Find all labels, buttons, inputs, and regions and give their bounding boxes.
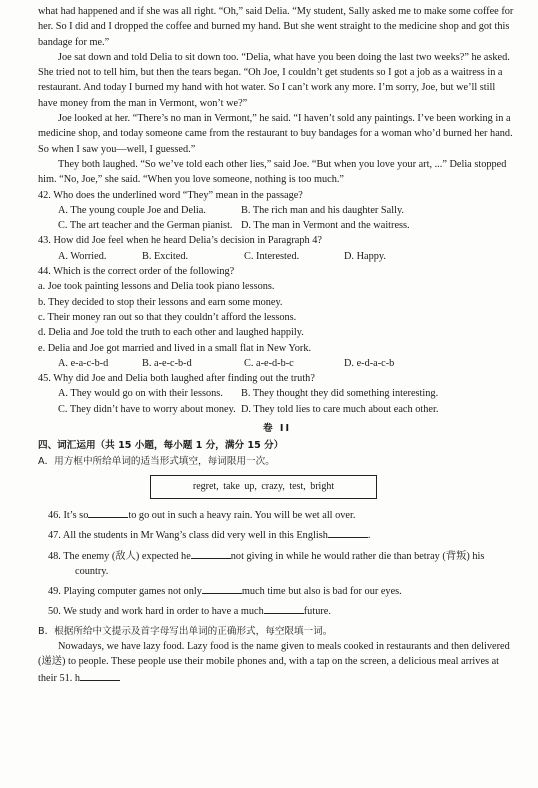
question-42-option-a: A. The young couple Joe and Delia. — [58, 204, 206, 216]
fill-item-47 — [38, 527, 516, 543]
fill-46-number: 46. — [48, 509, 61, 521]
question-44-stem: 44. Which is the correct order of the following? — [38, 266, 235, 278]
question-42-options-row-1 — [38, 203, 516, 218]
section-title: 卷 II — [262, 423, 292, 435]
fill-46-blank[interactable] — [88, 507, 128, 518]
question-44-option-d: D. e-d-a-c-b — [344, 357, 395, 369]
passage-paragraph-3: Joe looked at her. “There’s no man in Vermont,” he said. “I haven’t sold any paintings. I’ve been working in a medicine shop, and today someone came from the restaurant to buy bandages for a woman who’d burned her hand. So when I saw you—well, I guessed.” — [38, 113, 513, 155]
question-44-event-e: e. Delia and Joe got married and lived in a small flat in New York. — [38, 342, 312, 354]
fill-item-46 — [38, 507, 516, 523]
question-44-event-b: b. They decided to stop their lessons and earn some money. — [38, 296, 283, 308]
fill-48-number: 48. — [48, 550, 61, 562]
fill-item-49 — [38, 583, 516, 599]
question-44-event-d: d. Delia and Joe told the truth to each other and laughed happily. — [38, 327, 304, 339]
part-a-instruction: A．用方框中所给单词的适当形式填空，每词限用一次。 — [38, 455, 275, 467]
fill-48-text-after: not giving in while he would rather die than betray (背叛) his — [230, 550, 485, 562]
question-44-option-b: B. a-e-c-b-d — [142, 357, 192, 369]
part-four-heading-text: 四、词汇运用（共 15 小题，每小题 1 分，满分 15 分） — [38, 440, 284, 452]
passage-paragraph-2: Joe sat down and told Delia to sit down too. “Delia, what have you been doing the last two weeks?” he asked. She tried not to tell him, but then the tears began. “Oh Joe, I couldn’t get students so I got a job as a waitress in a restaurant. And today I burned my hand with hot water. So I can’t work any more. I’m sorry, Joe, but we’ll still have money from the man in Vermont, won’t we?” — [38, 51, 510, 109]
fill-47-text-before: All the students in Mr Wang’s class did very well in this English — [62, 530, 328, 542]
fill-46-text-before: It’s so — [63, 509, 89, 521]
question-45-option-d: D. They told lies to care much about each other. — [241, 403, 439, 415]
passage-paragraph-1: what had happened and if she was all right. “Oh,” said Delia. “My student, Sally asked me to make some coffee for her. So I did and I dropped the coffee and burned my hand. But she went straight to the medicine shop and got this bandage for me.” — [38, 6, 514, 48]
question-45-option-b: B. They thought they did something interesting. — [241, 388, 439, 400]
fill-50-number: 50. — [48, 606, 61, 618]
question-43-option-a: A. Worried. — [58, 250, 107, 262]
fill-item-48 — [38, 548, 516, 580]
part-b-paragraph — [38, 639, 516, 686]
fill-47-blank[interactable] — [328, 527, 368, 538]
question-43-options — [38, 249, 516, 264]
fill-49-text-after: much time but also is bad for our eyes. — [241, 586, 402, 598]
part-b-paragraph-text: Nowadays, we have lazy food. Lazy food is the name given to meals cooked in restaurants and then delivered (递送) to people. These people use their mobile phones and, with a tap on the screen, a delicious meal arrives at their 51. h — [38, 640, 510, 684]
question-45-option-a: A. They would go on with their lessons. — [58, 388, 223, 400]
fill-48-text-before: The enemy (敌人) expected he — [63, 550, 191, 562]
fill-50-text-before: We study and work hard in order to have a much — [63, 606, 264, 618]
question-44-option-c: C. a-e-d-b-c — [244, 357, 294, 369]
part-four-heading — [38, 438, 516, 453]
passage-paragraph-4: They both laughed. “So we’ve told each other lies,” said Joe. “But when you love your art, ...” Delia stopped him. “No, Joe,” she said. “When you love someone, nothing is too much.” — [38, 158, 507, 186]
fill-49-text-before: Playing computer games not only — [63, 586, 202, 598]
fill-48-blank[interactable] — [191, 548, 231, 559]
question-43-stem: 43. How did Joe feel when he heard Delia’s decision in Paragraph 4? — [38, 235, 322, 247]
question-43-option-b: B. Excited. — [142, 250, 189, 262]
fill-49-number: 49. — [48, 586, 61, 598]
fill-item-50 — [38, 603, 516, 619]
question-45-option-c: C. They didn’t have to worry about money. — [58, 403, 236, 415]
word-box: regret, take up, crazy, test, bright — [150, 475, 377, 499]
question-43-option-d: D. Happy. — [344, 250, 386, 262]
fill-50-text-after: future. — [303, 606, 331, 618]
question-42-stem: 42. Who does the underlined word “They” mean in the passage? — [38, 189, 303, 201]
question-42-option-b: B. The rich man and his daughter Sally. — [241, 204, 405, 216]
question-44-option-a: A. e-a-c-b-d — [58, 357, 109, 369]
question-44-event-a: a. Joe took painting lessons and Delia took piano lessons. — [38, 281, 275, 293]
fill-49-blank[interactable] — [202, 583, 242, 594]
fill-48-continuation: country. — [75, 565, 109, 577]
question-45-options-row-2 — [38, 402, 516, 417]
question-43-option-c: C. Interested. — [244, 250, 300, 262]
question-44-event-c: c. Their money ran out so that they couldn’t afford the lessons. — [38, 311, 297, 323]
question-45-stem: 45. Why did Joe and Delia both laughed after finding out the truth? — [38, 373, 315, 385]
part-b-instruction: B．根据所给中文提示及首字母写出单词的正确形式，每空限填一词。 — [38, 625, 333, 637]
question-42-options-row-2 — [38, 218, 516, 233]
question-45-options-row-1 — [38, 386, 516, 401]
fill-47-number: 47. — [48, 530, 61, 542]
question-42-option-c: C. The art teacher and the German pianist. — [58, 220, 233, 232]
fill-47-text-after: . — [367, 530, 371, 542]
fill-46-text-after: to go out in such a heavy rain. You will be wet all over. — [128, 509, 356, 521]
question-42-option-d: D. The man in Vermont and the waitress. — [241, 220, 410, 232]
fill-51-blank[interactable] — [80, 670, 120, 681]
fill-50-blank[interactable] — [264, 603, 304, 614]
question-44-options — [38, 356, 516, 371]
